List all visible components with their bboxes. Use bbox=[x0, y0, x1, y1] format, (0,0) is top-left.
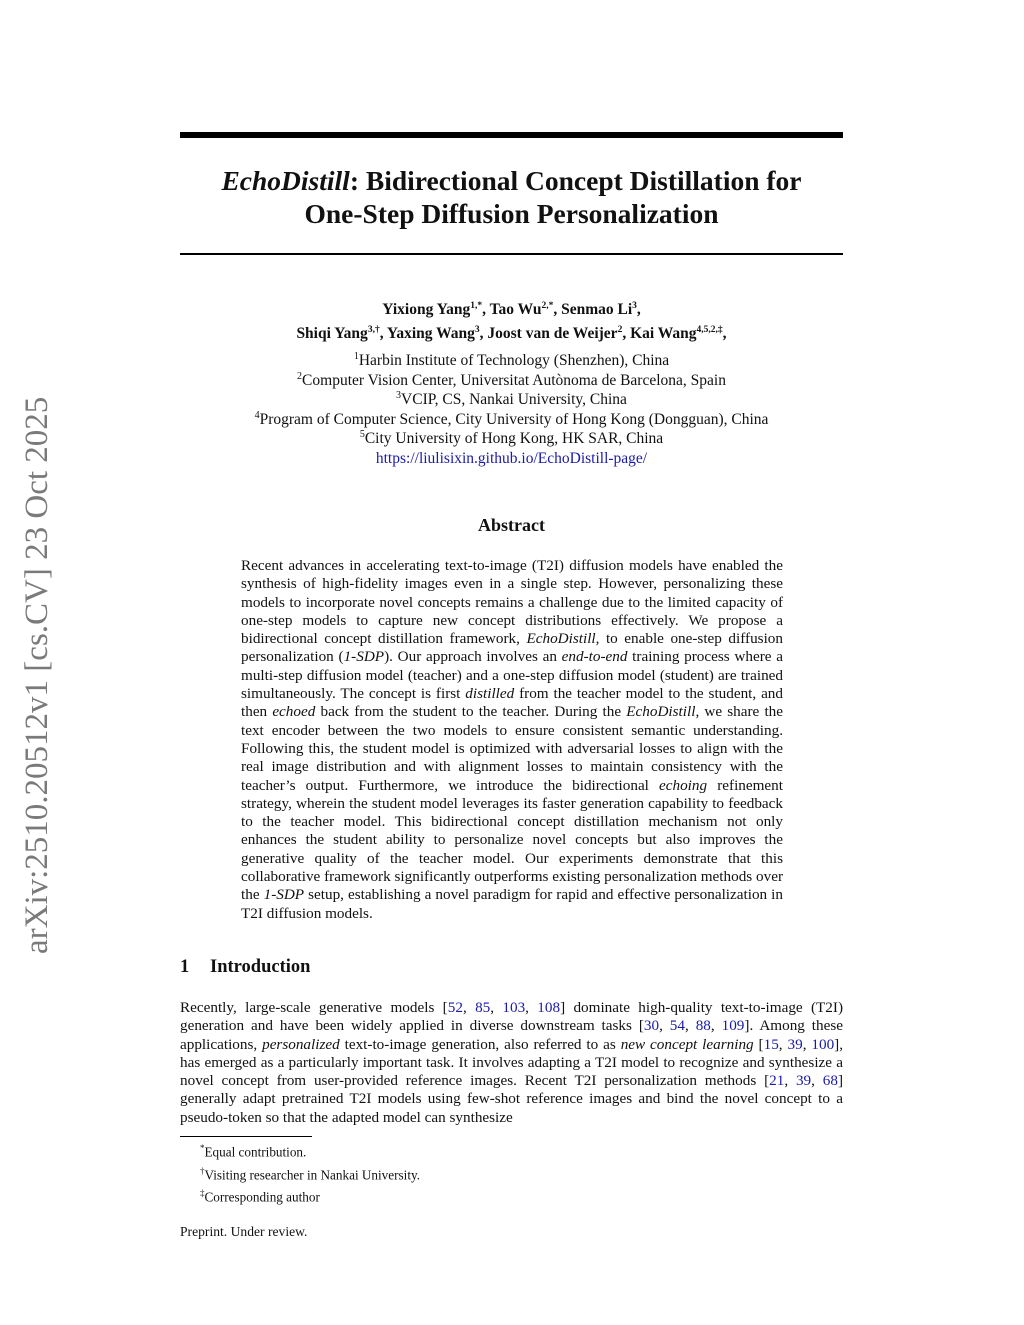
citation-link[interactable]: 68 bbox=[822, 1072, 838, 1090]
author-affil-mark: 3 bbox=[474, 324, 480, 335]
emphasis-text: echoed bbox=[272, 703, 316, 721]
affiliation-text: Program of Computer Science, City University of Hong Kong (Dongguan), China bbox=[259, 410, 769, 428]
footnote bbox=[200, 1184, 420, 1207]
emphasis-text: new concept learning bbox=[620, 1035, 754, 1053]
citation-link[interactable]: 108 bbox=[537, 999, 561, 1016]
title-rule-top bbox=[180, 132, 843, 138]
citation-link[interactable]: 15 bbox=[763, 1035, 779, 1053]
text-run: training process where a multi-step diffusion model (teacher) and a one-step diffusion model (student) are trained simultaneously. The concept is first bbox=[241, 648, 783, 703]
project-page-link[interactable]: https://liulisixin.github.io/EchoDistill-page/ bbox=[375, 449, 648, 467]
text-run: setup, establishing a novel paradigm for rapid and effective personalization in T2I diffusion models. bbox=[241, 886, 783, 922]
affiliation bbox=[180, 371, 843, 391]
author-name: Tao Wu bbox=[489, 301, 542, 318]
footnote bbox=[200, 1139, 420, 1162]
text-run: , to enable one-step diffusion personalization ( bbox=[241, 630, 783, 666]
author-line-2: Shiqi Yang$^{3,\dagger}$, Yaxing Wang$^3$, Joost van de Weijer$^2$, Kai Wang$^{4,5,2,\ddagger}$, bbox=[296, 324, 727, 342]
text-run: , bbox=[462, 999, 476, 1016]
footnote bbox=[200, 1162, 420, 1185]
text-run: , bbox=[811, 1072, 823, 1090]
footnote-text: Visiting researcher in Nankai University. bbox=[204, 1167, 421, 1183]
emphasis-text: 1-SDP bbox=[263, 886, 305, 904]
footnotes bbox=[200, 1139, 420, 1207]
author-affil-mark: 3,† bbox=[367, 324, 380, 335]
author-affil-mark: 4,5,2,‡ bbox=[696, 324, 723, 335]
emphasis-text: distilled bbox=[465, 685, 515, 703]
abstract-body bbox=[241, 557, 783, 923]
text-run: Recently, large-scale generative models [ bbox=[180, 999, 448, 1016]
affiliation-number: 1 bbox=[353, 350, 359, 362]
author-name: Yaxing Wang bbox=[386, 325, 475, 342]
author-line-1: Yixiong Yang$^{1,*}$, Tao $Wu^{2,*}$, Senmao Li$^3$, bbox=[382, 300, 641, 318]
title-rule-bottom bbox=[180, 253, 843, 255]
affiliation bbox=[180, 429, 843, 449]
citation-link[interactable]: 39 bbox=[795, 1072, 812, 1090]
footnote-mark: * bbox=[200, 1143, 205, 1153]
citation-link[interactable]: 54 bbox=[669, 1017, 685, 1035]
text-run: from the teacher model to the student, and then bbox=[241, 685, 783, 721]
arxiv-sidebar-stamp: arXiv:2510.20512v1 [cs.CV] 23 Oct 2025 bbox=[19, 396, 55, 954]
section-number: 1 bbox=[180, 957, 190, 977]
paper-title bbox=[180, 164, 843, 230]
section-title: Introduction bbox=[210, 957, 311, 977]
citation-link[interactable]: 103 bbox=[502, 999, 526, 1016]
text-run: text-to-image generation, also referred to as bbox=[339, 1035, 621, 1053]
text-run: ]. Among these applications, bbox=[180, 1017, 844, 1053]
footnote-rule bbox=[180, 1136, 312, 1137]
text-run: ] generally adapt pretrained T2I models using few-shot reference images and bind the novel concept to a pseudo-token so that the adapted model can synthesize bbox=[180, 1072, 844, 1126]
author-name: Senmao Li bbox=[561, 301, 633, 318]
emphasis-text: echoing bbox=[659, 776, 708, 794]
text-run: , bbox=[710, 1017, 722, 1035]
emphasis-text: end-to-end bbox=[561, 648, 628, 666]
text-run: , bbox=[778, 1035, 788, 1053]
affiliation-text: Harbin Institute of Technology (Shenzhen), China bbox=[358, 352, 670, 369]
text-run: ). Our approach involves an bbox=[384, 648, 562, 666]
citation-link[interactable]: 109 bbox=[721, 1017, 745, 1035]
title-line2: One-Step Diffusion Personalization bbox=[304, 198, 719, 229]
author-name: Shiqi Yang bbox=[296, 325, 368, 342]
affiliation bbox=[180, 410, 843, 430]
affiliation-text: Computer Vision Center, Universitat Autònoma de Barcelona, Spain bbox=[302, 371, 726, 389]
author-affil-mark: 2,* bbox=[541, 300, 554, 311]
text-run: , we share the text encoder between the two models to ensure consistent semantic understanding. Following this, the student model is optimized with adversarial losses to align with the real image distribution and with alignment losses to maintain consistency with the teacher’s output. Furthermore, we introduce the bidirectional bbox=[241, 703, 784, 794]
text-run: , bbox=[684, 1017, 696, 1035]
text-run: ], has emerged as a particularly important task. It involves adapting a T2I model to recognize and synthesize a novel concept from user-provided reference images. Recent T2I personalization methods [ bbox=[180, 1035, 844, 1090]
citation-link[interactable]: 100 bbox=[811, 1035, 835, 1053]
footnote-text: Equal contribution. bbox=[204, 1144, 307, 1160]
introduction-body bbox=[180, 999, 843, 1127]
text-run: , bbox=[490, 999, 503, 1016]
text-run: back from the student to the teacher. During the bbox=[315, 703, 627, 721]
text-run: refinement strategy, wherein the student model leverages its faster generation capability to feedback to the teacher model. This bidirectional concept distillation mechanism not only enhances the student ability to personalize novel concepts but also improves the generative quality of the teacher model. Our experiments demonstrate that this collaborative framework significantly outperforms existing personalization methods over the bbox=[241, 776, 783, 904]
emphasis-text: personalized bbox=[262, 1035, 340, 1053]
text-run: [ bbox=[753, 1035, 764, 1053]
citation-link[interactable]: 21 bbox=[769, 1072, 785, 1090]
author-list bbox=[180, 298, 843, 346]
footnote-text: Corresponding author bbox=[204, 1189, 320, 1205]
footnote-mark: ‡ bbox=[200, 1188, 205, 1199]
affiliation-number: 2 bbox=[297, 370, 303, 382]
text-run: ] dominate high-quality text-to-image (T2I) generation and have been widely applied in diverse downstream tasks [ bbox=[180, 999, 844, 1035]
citation-link[interactable]: 85 bbox=[475, 999, 491, 1016]
affiliation-number: 5 bbox=[359, 429, 365, 441]
author-name: Yixiong Yang bbox=[382, 301, 471, 318]
emphasis-text: EchoDistill bbox=[526, 630, 596, 648]
section-heading bbox=[180, 956, 310, 978]
title-method-name: EchoDistill bbox=[221, 165, 350, 196]
emphasis-text: 1-SDP bbox=[343, 648, 385, 666]
text-run: , bbox=[659, 1017, 670, 1035]
text-run: , bbox=[802, 1035, 812, 1053]
citation-link[interactable]: 39 bbox=[787, 1035, 803, 1053]
author-affil-mark: 3 bbox=[632, 300, 637, 311]
preprint-footer: Preprint. Under review. bbox=[180, 1224, 308, 1239]
citation-link[interactable]: 30 bbox=[643, 1017, 660, 1035]
citation-link[interactable]: 88 bbox=[695, 1017, 711, 1035]
emphasis-text: EchoDistill bbox=[626, 703, 696, 721]
author-name: Kai Wang bbox=[630, 325, 697, 342]
footnote-mark: † bbox=[200, 1165, 205, 1176]
affiliation-list bbox=[180, 351, 843, 469]
citation-link[interactable]: 52 bbox=[447, 999, 463, 1016]
affiliation bbox=[180, 390, 843, 410]
text-run: , bbox=[525, 999, 538, 1016]
affiliation-number: 4 bbox=[254, 409, 260, 421]
affiliation bbox=[180, 351, 843, 371]
author-affil-mark: 2 bbox=[617, 324, 623, 335]
title-line1-rest: : Bidirectional Concept Distillation for bbox=[349, 165, 802, 196]
affiliation-text: VCIP, CS, Nankai University, China bbox=[401, 391, 627, 409]
text-run: Recent advances in accelerating text-to-image (T2I) diffusion models have enabled the synthesis of high-fidelity images even in a single step. However, personalizing these models to incorporate novel concepts remains a challenge due to the limited capacity of one-step models to capture new concept distributions effectively. We propose a bidirectional concept distillation framework, bbox=[241, 557, 783, 648]
text-run: , bbox=[784, 1072, 796, 1090]
affiliation-number: 3 bbox=[396, 390, 402, 402]
author-affil-mark: 1,* bbox=[470, 300, 483, 311]
affiliation-text: City University of Hong Kong, HK SAR, China bbox=[364, 430, 664, 448]
abstract-heading: Abstract bbox=[478, 515, 545, 535]
author-name: Joost van de Weijer bbox=[487, 325, 618, 342]
